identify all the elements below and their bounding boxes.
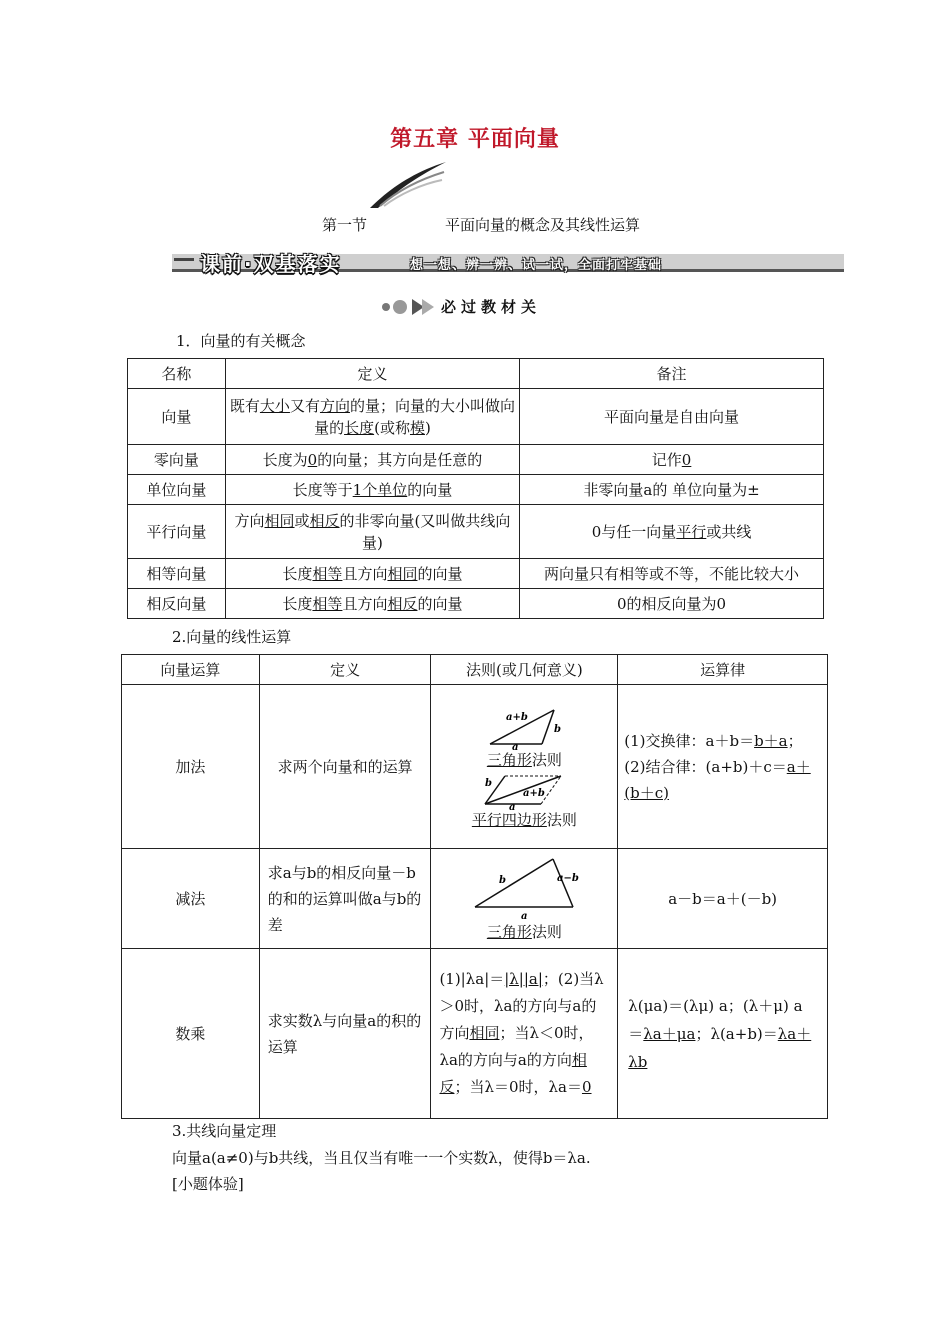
chapter-title: 第五章 平面向量	[390, 126, 560, 152]
table-row	[122, 849, 828, 949]
header-law: 运算律	[618, 655, 828, 685]
op-law: λ(μa)＝(λμ) a；(λ＋μ) a＝λa＋μa；λ(a+b)＝λa＋λb	[618, 949, 828, 1119]
table-row	[128, 589, 824, 619]
row-definition: 长度相等且方向相同的向量	[225, 559, 519, 589]
row-name: 相反向量	[128, 589, 226, 619]
part3-heading: 3.共线向量定理	[172, 1122, 277, 1140]
fig-label-a: a	[521, 910, 528, 921]
row-definition: 长度为0的向量；其方向是任意的	[225, 445, 519, 475]
row-name: 零向量	[128, 445, 226, 475]
fig-label-b: b	[485, 777, 493, 789]
header-name: 名称	[128, 359, 226, 389]
op-law: (1)交换律：a＋b＝b＋a； (2)结合律：(a+b)＋c＝a＋(b＋c)	[618, 685, 828, 849]
op-definition: 求a与b的相反向量－b的和的运算叫做a与b的差	[259, 849, 431, 949]
row-definition: 长度相等且方向相反的向量	[225, 589, 519, 619]
part1-heading: 1．向量的有关概念	[176, 332, 306, 350]
row-name: 相等向量	[128, 559, 226, 589]
row-note: 非零向量a的 单位向量为±	[520, 475, 824, 505]
swoosh-decoration	[368, 160, 448, 210]
op-rule	[431, 849, 618, 949]
dots-arrow-icon	[378, 296, 440, 318]
parallelogram-rule-label: 平行四边形法则	[471, 810, 577, 829]
fig-label-sum: a+b	[506, 711, 529, 723]
table-header-row	[128, 359, 824, 389]
row-definition: 长度等于1个单位的向量	[225, 475, 519, 505]
banner-title: 课前·双基落实	[200, 252, 342, 276]
op-definition: 求两个向量和的运算	[259, 685, 431, 849]
row-definition: 既有大小又有方向的量；向量的大小叫做向量的长度(或称模)	[225, 389, 519, 445]
header-definition: 定义	[259, 655, 431, 685]
row-name: 单位向量	[128, 475, 226, 505]
table-row	[128, 475, 824, 505]
section-title: 平面向量的概念及其线性运算	[445, 216, 641, 234]
table-row	[128, 445, 824, 475]
parallelogram-rule-figure	[479, 770, 569, 810]
triangle-rule-figure	[484, 704, 564, 750]
fig-label-diff: a−b	[557, 872, 580, 884]
must-pass-label: 必过教材关	[441, 298, 542, 316]
fig-label-a: a	[512, 741, 519, 750]
table-row	[122, 949, 828, 1119]
subtraction-rule-label: 三角形法则	[486, 922, 562, 941]
row-note: 0与任一向量平行或共线	[520, 505, 824, 559]
op-definition: 求实数λ与向量a的积的运算	[259, 949, 431, 1119]
table-row	[128, 389, 824, 445]
op-name: 减法	[122, 849, 260, 949]
concepts-table	[127, 358, 824, 619]
fig-label-a: a	[509, 801, 516, 810]
part2-heading: 2.向量的线性运算	[172, 628, 292, 646]
row-note: 记作0	[520, 445, 824, 475]
exercise-label: [小题体验]	[172, 1175, 244, 1193]
triangle-rule-label: 三角形法则	[486, 750, 562, 769]
op-rule: (1)|λa|＝|λ||a|；(2)当λ＞0时，λa的方向与a的方向相同；当λ＜0时，λa的方向与a的方向相反；当λ＝0时，λa＝0	[431, 949, 618, 1119]
section-number: 第一节	[322, 216, 368, 234]
op-name: 加法	[122, 685, 260, 849]
banner-subtitle: 想一想、辨一辨、试一试，全面打牢基础	[410, 258, 663, 273]
table-header-row	[122, 655, 828, 685]
fig-label-sum: a+b	[523, 787, 546, 799]
fig-label-b: b	[499, 874, 507, 886]
header-definition: 定义	[225, 359, 519, 389]
table-row	[128, 505, 824, 559]
row-definition: 方向相同或相反的非零向量(又叫做共线向量)	[225, 505, 519, 559]
row-name: 向量	[128, 389, 226, 445]
subtraction-figure	[469, 855, 579, 921]
collinear-theorem: 向量a(a≠0)与b共线，当且仅当有唯一一个实数λ，使得b＝λa.	[172, 1149, 591, 1167]
row-name: 平行向量	[128, 505, 226, 559]
fig-label-b: b	[554, 723, 562, 735]
row-note: 0的相反向量为0	[520, 589, 824, 619]
table-row	[122, 685, 828, 849]
table-row	[128, 559, 824, 589]
header-operation: 向量运算	[122, 655, 260, 685]
op-name: 数乘	[122, 949, 260, 1119]
op-law: a－b＝a＋(－b)	[618, 849, 828, 949]
header-note: 备注	[520, 359, 824, 389]
row-note: 两向量只有相等或不等，不能比较大小	[520, 559, 824, 589]
row-note: 平面向量是自由向量	[520, 389, 824, 445]
operations-table	[121, 654, 828, 1119]
header-rule: 法则(或几何意义)	[431, 655, 618, 685]
op-rule	[431, 685, 618, 849]
